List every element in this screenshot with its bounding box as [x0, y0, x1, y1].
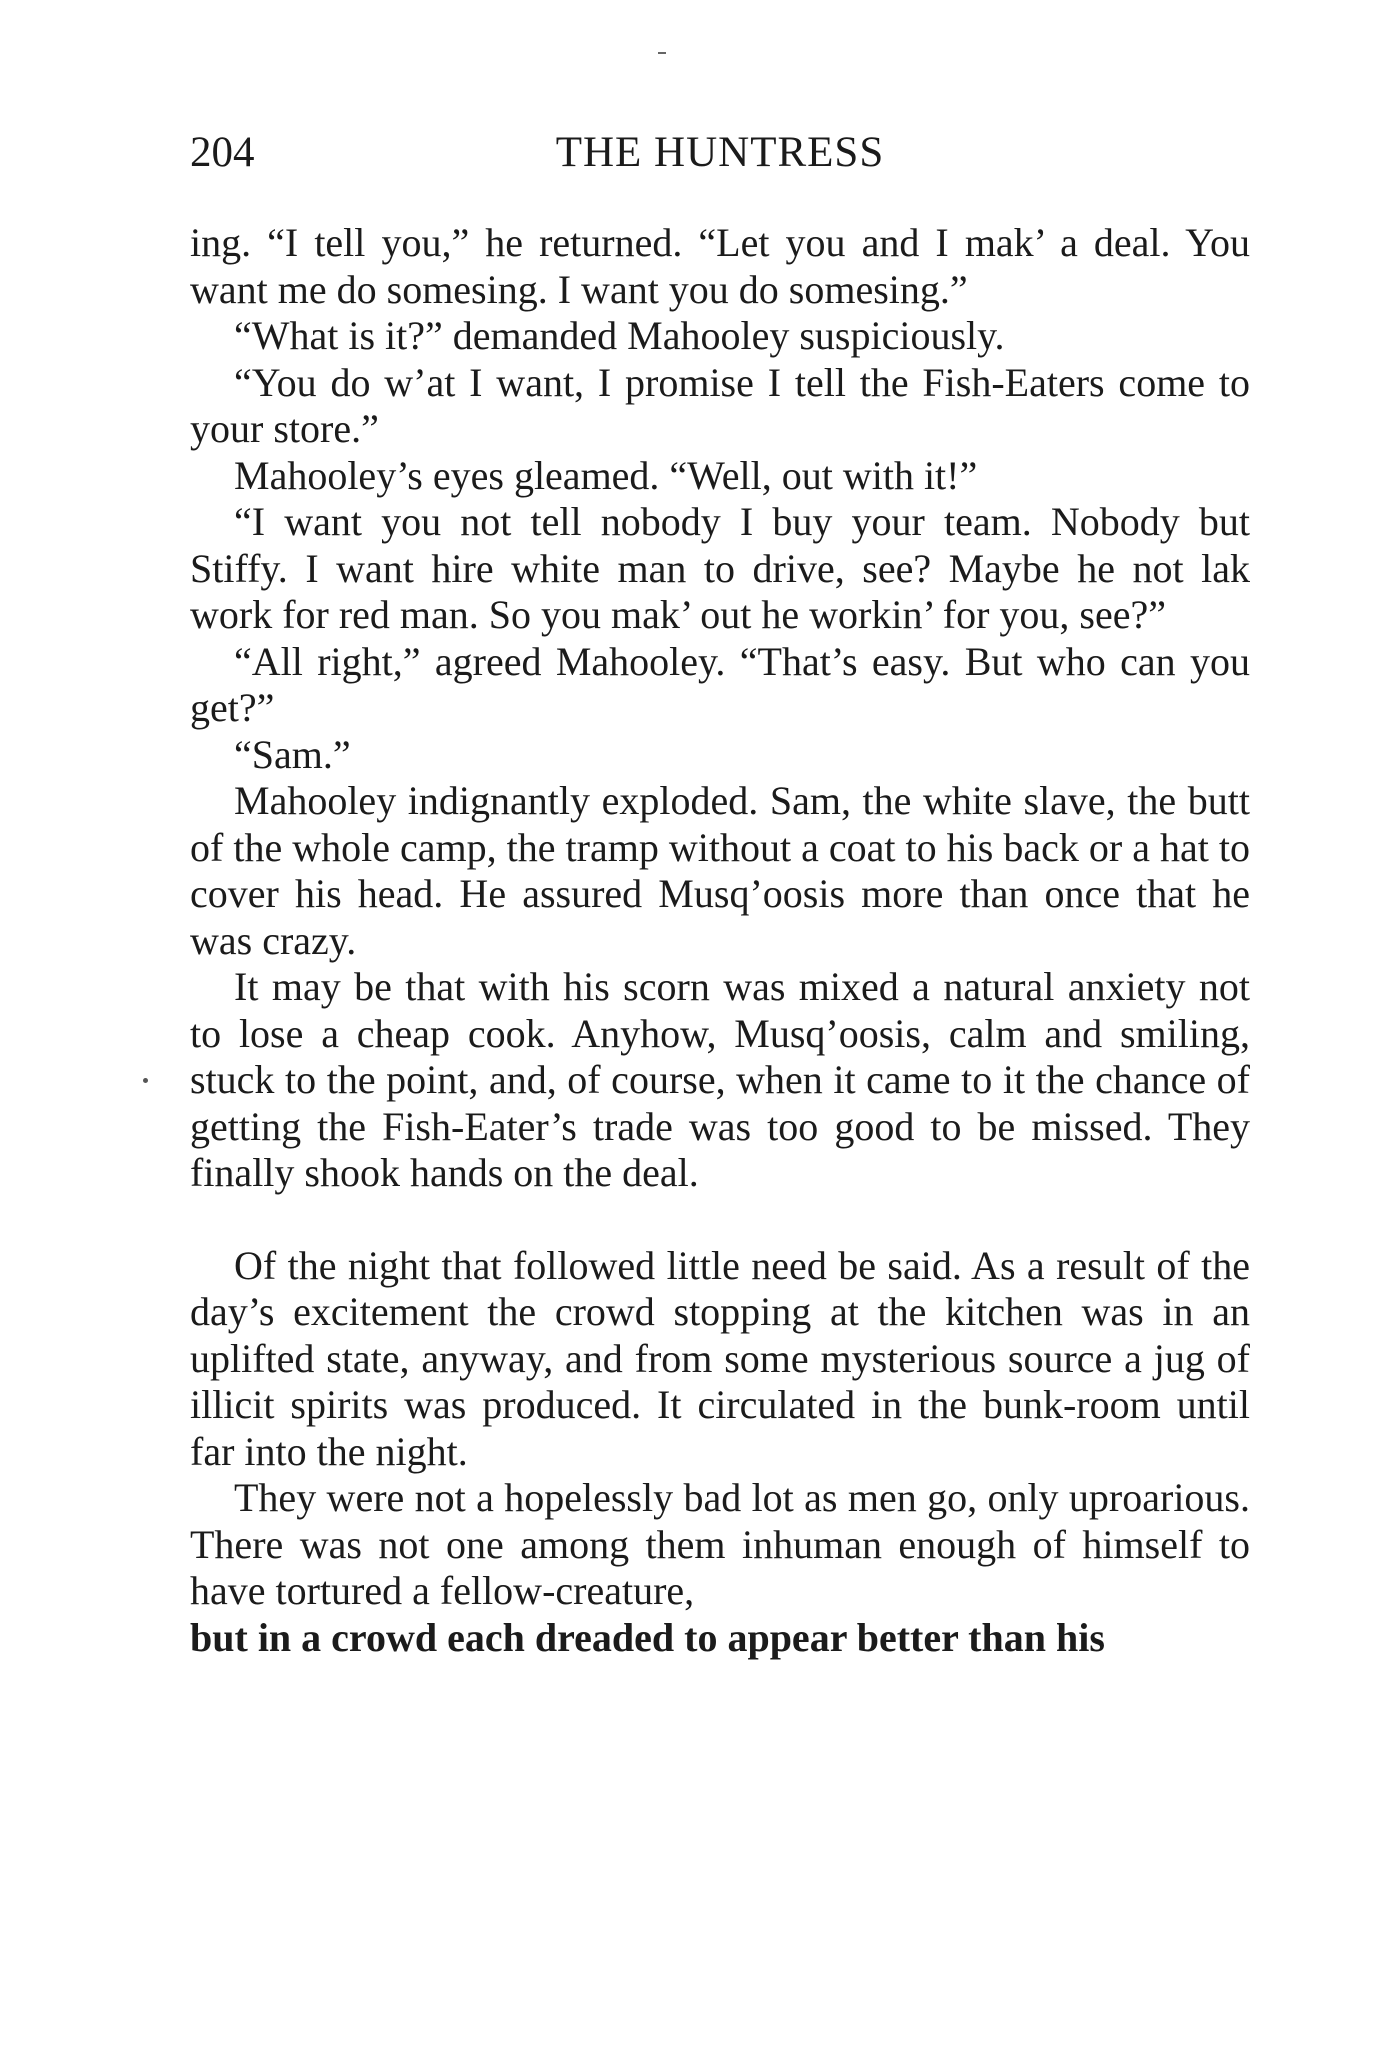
page-number: 204: [190, 129, 255, 176]
paragraph: ing. “I tell you,” he returned. “Let you and I mak’ a deal. You want me do somesing. I want you do somesing.”: [190, 220, 1250, 312]
paragraph: “You do w’at I want, I promise I tell the Fish-Eaters come to your store.”: [190, 359, 1250, 451]
page-body: [190, 220, 1250, 1661]
paragraph: “Sam.”: [234, 731, 351, 777]
paragraph: Mahooley’s eyes gleamed. “Well, out with it!”: [234, 452, 978, 498]
running-title: THE HUNTRESS: [555, 129, 885, 176]
paragraph: They were not a hopelessly bad lot as men go, only uproarious. There was not one among them inhuman enough of himself to have tortured a fellow-creature,: [190, 1475, 1250, 1613]
paragraph-last-line: but in a crowd each dreaded to appear better than his: [190, 1614, 1105, 1660]
paragraph: “All right,” agreed Mahooley. “That’s easy. But who can you get?”: [190, 638, 1250, 730]
paragraph: “I want you not tell nobody I buy your team. Nobody but Stiffy. I want hire white man to drive, see? Maybe he not lak work for red man. So you mak’ out he workin’ for you, see?”: [190, 499, 1250, 637]
print-speck: [143, 1078, 148, 1083]
paragraph: It may be that with his scorn was mixed a natural anxiety not to lose a cheap cook. Anyhow, Musq’oosis, calm and smiling, stuck to the point, and, of course, when it came to it the chance of getting the Fish-Eater’s trade was too good to be missed. They finally shook hands on the deal.: [190, 964, 1250, 1195]
section-break: [190, 1197, 1250, 1243]
page-header: [190, 128, 1250, 178]
print-speck: [658, 52, 666, 54]
paragraph: Of the night that followed little need be said. As a result of the day’s excitement the crowd stopping at the kitchen was in an uplifted state, anyway, and from some mysterious source a jug of illicit spirits was produced. It circulated in the bunk-room until far into the night.: [190, 1242, 1250, 1474]
paragraph: Mahooley indignantly exploded. Sam, the white slave, the butt of the whole camp, the tramp without a coat to his back or a hat to cover his head. He assured Musq’oosis more than once that he was crazy.: [190, 778, 1250, 963]
paragraph: “What is it?” demanded Mahooley suspiciously.: [234, 313, 1005, 358]
